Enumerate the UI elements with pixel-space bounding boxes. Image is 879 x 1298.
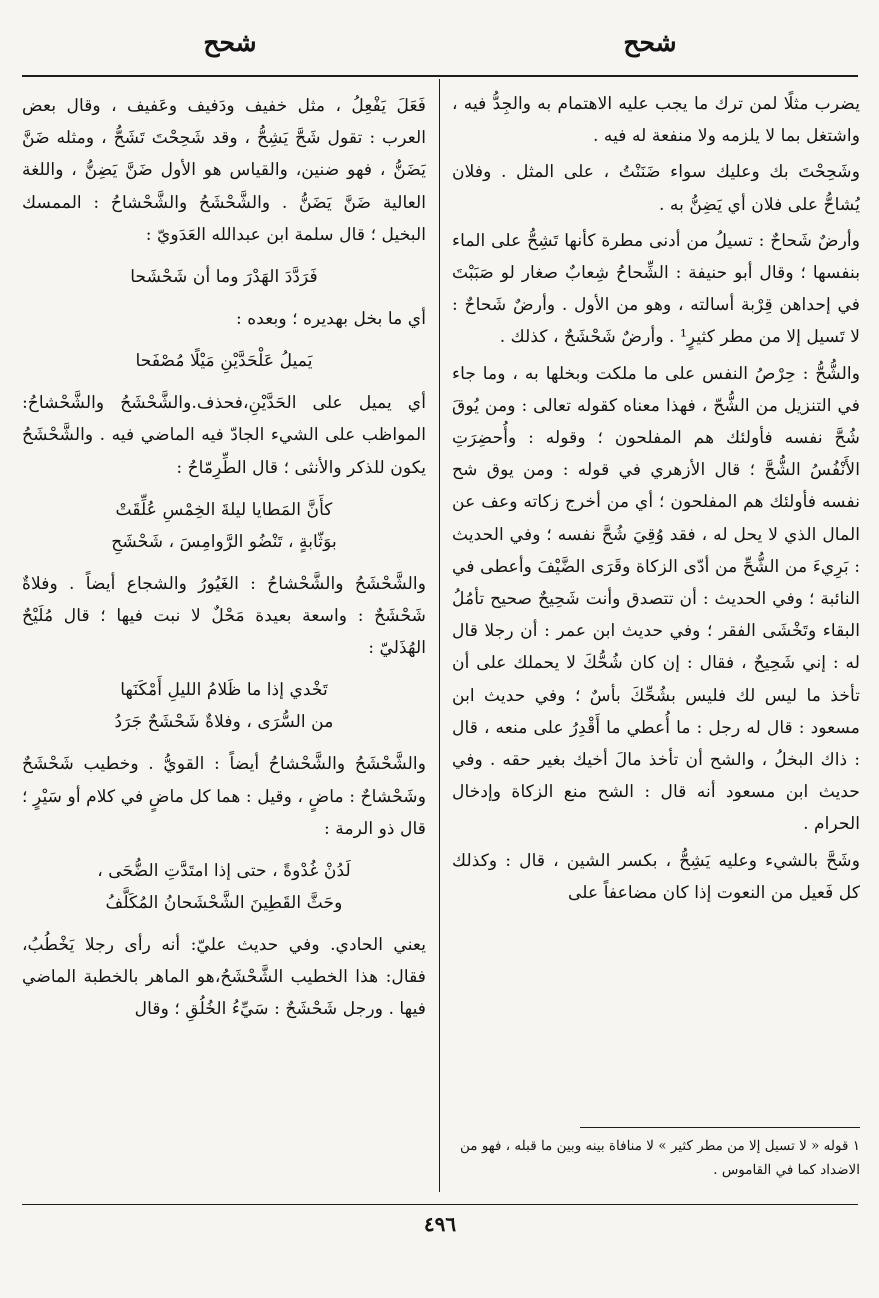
verse-line: بوَثّابةٍ ، تَنْضُو الرَّوامِسَ ، شَحْشَحِ xyxy=(111,531,337,552)
left-paragraph: أي ما بخل بهديره ؛ وبعده : xyxy=(235,309,426,330)
page-number: ٤٩٦ xyxy=(423,1212,457,1236)
right-column xyxy=(452,88,860,913)
left-paragraph: والشَّحْشَحُ والشَّحْشاحُ : الغَيُورُ والشجاع أيضاً . وفلاةٌ شَحْشَحٌ : واسعة بعيدة مَحْلٌ لا نبت فيها ؛ قال مُلَيْحٌ الهُذَليّ : xyxy=(22,573,426,659)
right-paragraph: والشُّحُّ : حِرْصُ النفس على ما ملكت وبخلها به ، وما جاء في التنزيل من الشُّحّ ، فهذا معناه كقوله تعالى : ومن يُوقَ شُحَّ نفسه فأولئك هم المفلحون ؛ وقوله : وأُحضِرَتِ الأَنْفُسُ الشُّحَّ ؛ قال الأزهري في قوله : ومن يوق شح نفسه فأولئك هم المفلحون ؛ أي من أخرج زكاته وعف عن المال الذي لا يحل له ، فقد وُقِيَ شُحَّ نفسه ؛ وفي الحديث : بَرِيءَ من الشُّحِّ من أدّى الزكاة وقَرَى الضَّيْفَ وأعطى في النائبة ؛ وفي الحديث : أن تتصدق وأنت شَحِيحٌ صحيح تأمُلُ البقاء وتَخْشَى الفقر ؛ وفي حديث ابن عمر : أن رجلا قال له : إني شَحِيحٌ ، فقال : إن كان شُحُّكَ لا يحملك على أن تأخذ ما ليس لك فليس بشُحِّكَ بأسٌ ؛ وفي حديث ابن مسعود : قال له رجل : ما أُعطي ما أَقْدِرُ على منعه ، قال : ذاك البخلُ ، والشح أن تأخذ مالَ أخيك بغير حقه . وفي حديث ابن مسعود أنه قال : الشح منع الزكاة وإدخال الحرام . xyxy=(452,363,860,835)
right-paragraph: وشَحِحْتَ بك وعليك سواء ضَنَنْتُ ، على المثل . وفلان يُشاحُّ على فلان أي يَضِنُّ به . xyxy=(452,162,860,215)
verse xyxy=(22,494,426,558)
verse xyxy=(22,345,426,377)
header-rule xyxy=(22,75,858,77)
right-paragraph: وأرضٌ شَحاحٌ : تسيلُ من أدنى مطرة كأنها تَشِحُّ على الماء بنفسها ؛ وقال أبو حنيفة : الشِّحاحُ شِعابٌ صغار لو صَبَبْتَ في إحداهن قِرْبة أسالته ، وهو من الأول . وأرضٌ شَحاحٌ : لا تَسيل إلا من مطر كثيرٍ¹ . وأرضٌ شَحْشَحٌ ، كذلك . xyxy=(452,230,860,348)
right-paragraph: يضرب مثلًا لمن ترك ما يجب عليه الاهتمام به والجِدُّ فيه ، واشتغل بما لا يلزمه ولا منفعة له فيه . xyxy=(452,94,860,147)
verse xyxy=(22,855,426,919)
header-word-left: شحح xyxy=(203,28,257,57)
right-paragraph: وشَحَّ بالشيء وعليه يَشِحُّ ، بكسر الشين ، قال : وكذلك كل فَعيل من النعوت إذا كان مضاعفاً على xyxy=(452,850,860,903)
left-paragraph: يعني الحادي. وفي حديث عليّ: أنه رأى رجلا يَخْطُبُ، فقال: هذا الخطيب الشَّحْشَحُ،هو الماهر بالخطبة الماضي فيها . ورجل شَحْشَحٌ : سَيِّءُ الخُلُقِ ؛ وقال xyxy=(22,935,426,1020)
verse-line: من السُّرَى ، وفلاةٌ شَحْشَحٌ جَرَدُ xyxy=(114,712,334,733)
footnote-rule xyxy=(580,1127,860,1128)
verse xyxy=(22,261,426,293)
footer-rule xyxy=(22,1204,858,1205)
verse-line: وحَثَّ القَطِينَ الشَّحْشَحانُ المُكَلَّفُ xyxy=(105,893,343,914)
left-column xyxy=(22,90,426,1030)
verse-line: لَدُنْ غُدْوةً ، حتى إذا امتَدَّتِ الضُّحَى ، xyxy=(97,861,351,882)
verse-line: يَميلُ عَلْحَدَّيْنِ مَيْلًا مُصْفَحا xyxy=(135,351,313,372)
verse-line: كأَنَّ المَطايا ليلةَ الخِمْسِ عُلِّقَتْ xyxy=(115,499,333,520)
footnote: ١ قوله « لا تسيل إلا من مطر كثير » لا منافاة بينه وبين ما قبله ، فهو من الاضداد كما في القاموس . xyxy=(460,1138,860,1178)
left-paragraph: أي يميل على الحَدَّيْنِ،فحذف.والشَّحْشَحُ والشَّحْشاحُ: المواظب على الشيء الجادّ فيه الماضي فيه . والشَّحْشَحُ يكون للذكر والأنثى ؛ قال الطِّرِمّاحُ : xyxy=(22,393,426,478)
verse xyxy=(22,674,426,738)
column-divider xyxy=(439,79,440,1192)
left-paragraph: والشَّحْشَحُ والشَّحْشاحُ أيضاً : القويُّ . وخطيب شَحْشَحٌ وشَحْشاحٌ : ماضٍ ، وقيل : هما كل ماضٍ في كلام أو سَيْرٍ ؛ قال ذو الرمة : xyxy=(22,754,426,839)
verse-line: فَرَدَّدَ الهَدْرَ وما أن شَحْشَحا xyxy=(130,267,318,288)
left-paragraph: فَعَلَ يَفْعِلُ ، مثل خفيف ودَفيف وعَفيف ، وقال بعض العرب : تقول شَحَّ يَشِحُّ ، وقد شَحِحْتَ تَشَحُّ ، ومثله ضَنَّ يَضَنُّ ، فهو ضنين، والقياس هو الأول ضَنَّ يَضِنُّ ، واللغة العالية ضَنَّ يَضَنُّ . والشَّحْشَحُ والشَّحْشاحُ : الممسك البخيل ؛ قال سلمة ابن عبدالله العَدَويّ : xyxy=(22,96,426,245)
verse-line: تَخْدي إذا ما ظَلامُ الليلِ أَمْكَنَها xyxy=(120,680,328,701)
header-word-right: شحح xyxy=(623,28,677,57)
